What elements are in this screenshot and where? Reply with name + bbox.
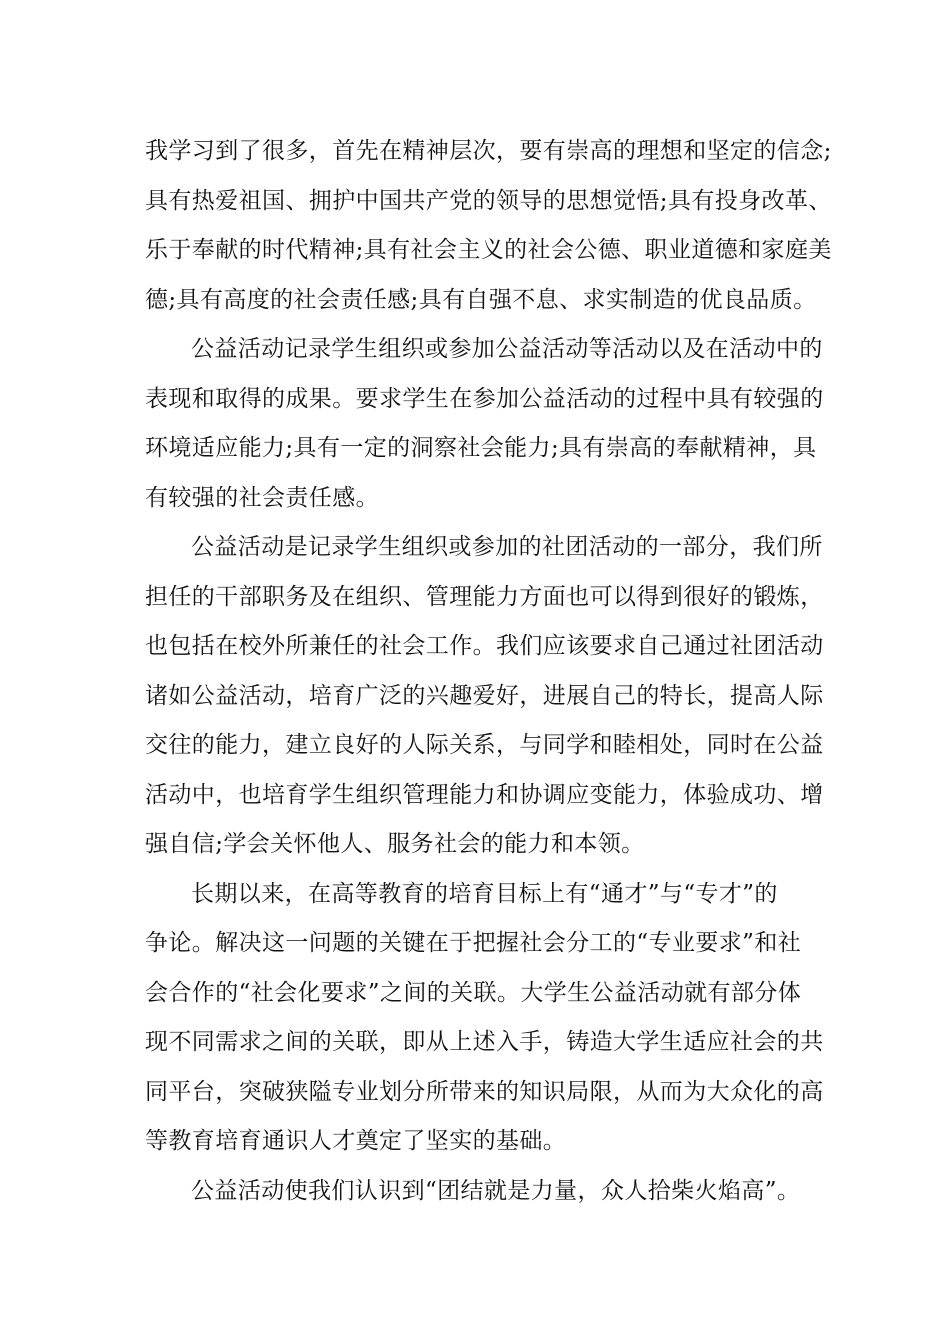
text-line: 有较强的社会责任感。: [145, 484, 379, 511]
paragraph-2: [145, 325, 824, 523]
document-body: [145, 127, 832, 1216]
text-line: 争论。解决这一问题的关键在于把握社会分工的“专业要求”和社: [145, 930, 802, 956]
text-line: 德;具有高度的社会责任感;具有自强不息、求实制造的优良品质。: [145, 286, 817, 313]
text-line: 等教育培育通识人才奠定了坚实的基础。: [145, 1128, 567, 1154]
text-line: 长期以来，在高等教育的培育目标上有“通才”与“专才”的: [191, 880, 778, 907]
text-line: 同平台，突破狭隘专业划分所带来的知识局限，从而为大众化的高: [145, 1078, 824, 1105]
text-line: 表现和取得的成果。要求学生在参加公益活动的过程中具有较强的: [145, 385, 824, 412]
text-line: 现不同需求之间的关联，即从上述入手，铸造大学生适应社会的共: [145, 1029, 824, 1055]
text-line: 会合作的“社会化要求”之间的关联。大学生公益活动就有部分体: [145, 979, 802, 1006]
text-line: 交往的能力，建立良好的人际关系，与同学和睦相处，同时在公益: [145, 732, 824, 758]
text-line: 担任的干部职务及在组织、管理能力方面也可以得到很好的锻炼，: [145, 583, 824, 610]
text-line: 诸如公益活动，培育广泛的兴趣爱好，进展自己的特长，提高人际: [145, 682, 824, 709]
text-line: 公益活动使我们认识到“团结就是力量，众人拾柴火焰高”。: [191, 1177, 801, 1204]
text-line: 活动中，也培育学生组织管理能力和协调应变能力，体验成功、增: [145, 781, 824, 808]
paragraph-1: [145, 127, 832, 325]
text-line: 乐于奉献的时代精神;具有社会主义的社会公德、职业道德和家庭美: [145, 237, 832, 263]
text-line: 我学习到了很多，首先在精神层次，要有崇高的理想和坚定的信念;: [145, 138, 832, 164]
text-line: 公益活动是记录学生组织或参加的社团活动的一部分，我们所: [191, 534, 823, 560]
text-line: 公益活动记录学生组织或参加公益活动等活动以及在活动中的: [191, 336, 823, 362]
paragraph-4: [145, 870, 824, 1167]
paragraph-3: [145, 523, 824, 870]
text-line: 环境适应能力;具有一定的洞察社会能力;具有崇高的奉献精神，具: [145, 435, 817, 461]
paragraph-5: [145, 1167, 807, 1217]
text-line: 强自信;学会关怀他人、服务社会的能力和本领。: [145, 831, 645, 857]
text-line: 具有热爱祖国、拥护中国共产党的领导的思想觉悟;具有投身改革、: [145, 187, 832, 214]
text-line: 也包括在校外所兼任的社会工作。我们应该要求自己通过社团活动: [145, 633, 824, 659]
